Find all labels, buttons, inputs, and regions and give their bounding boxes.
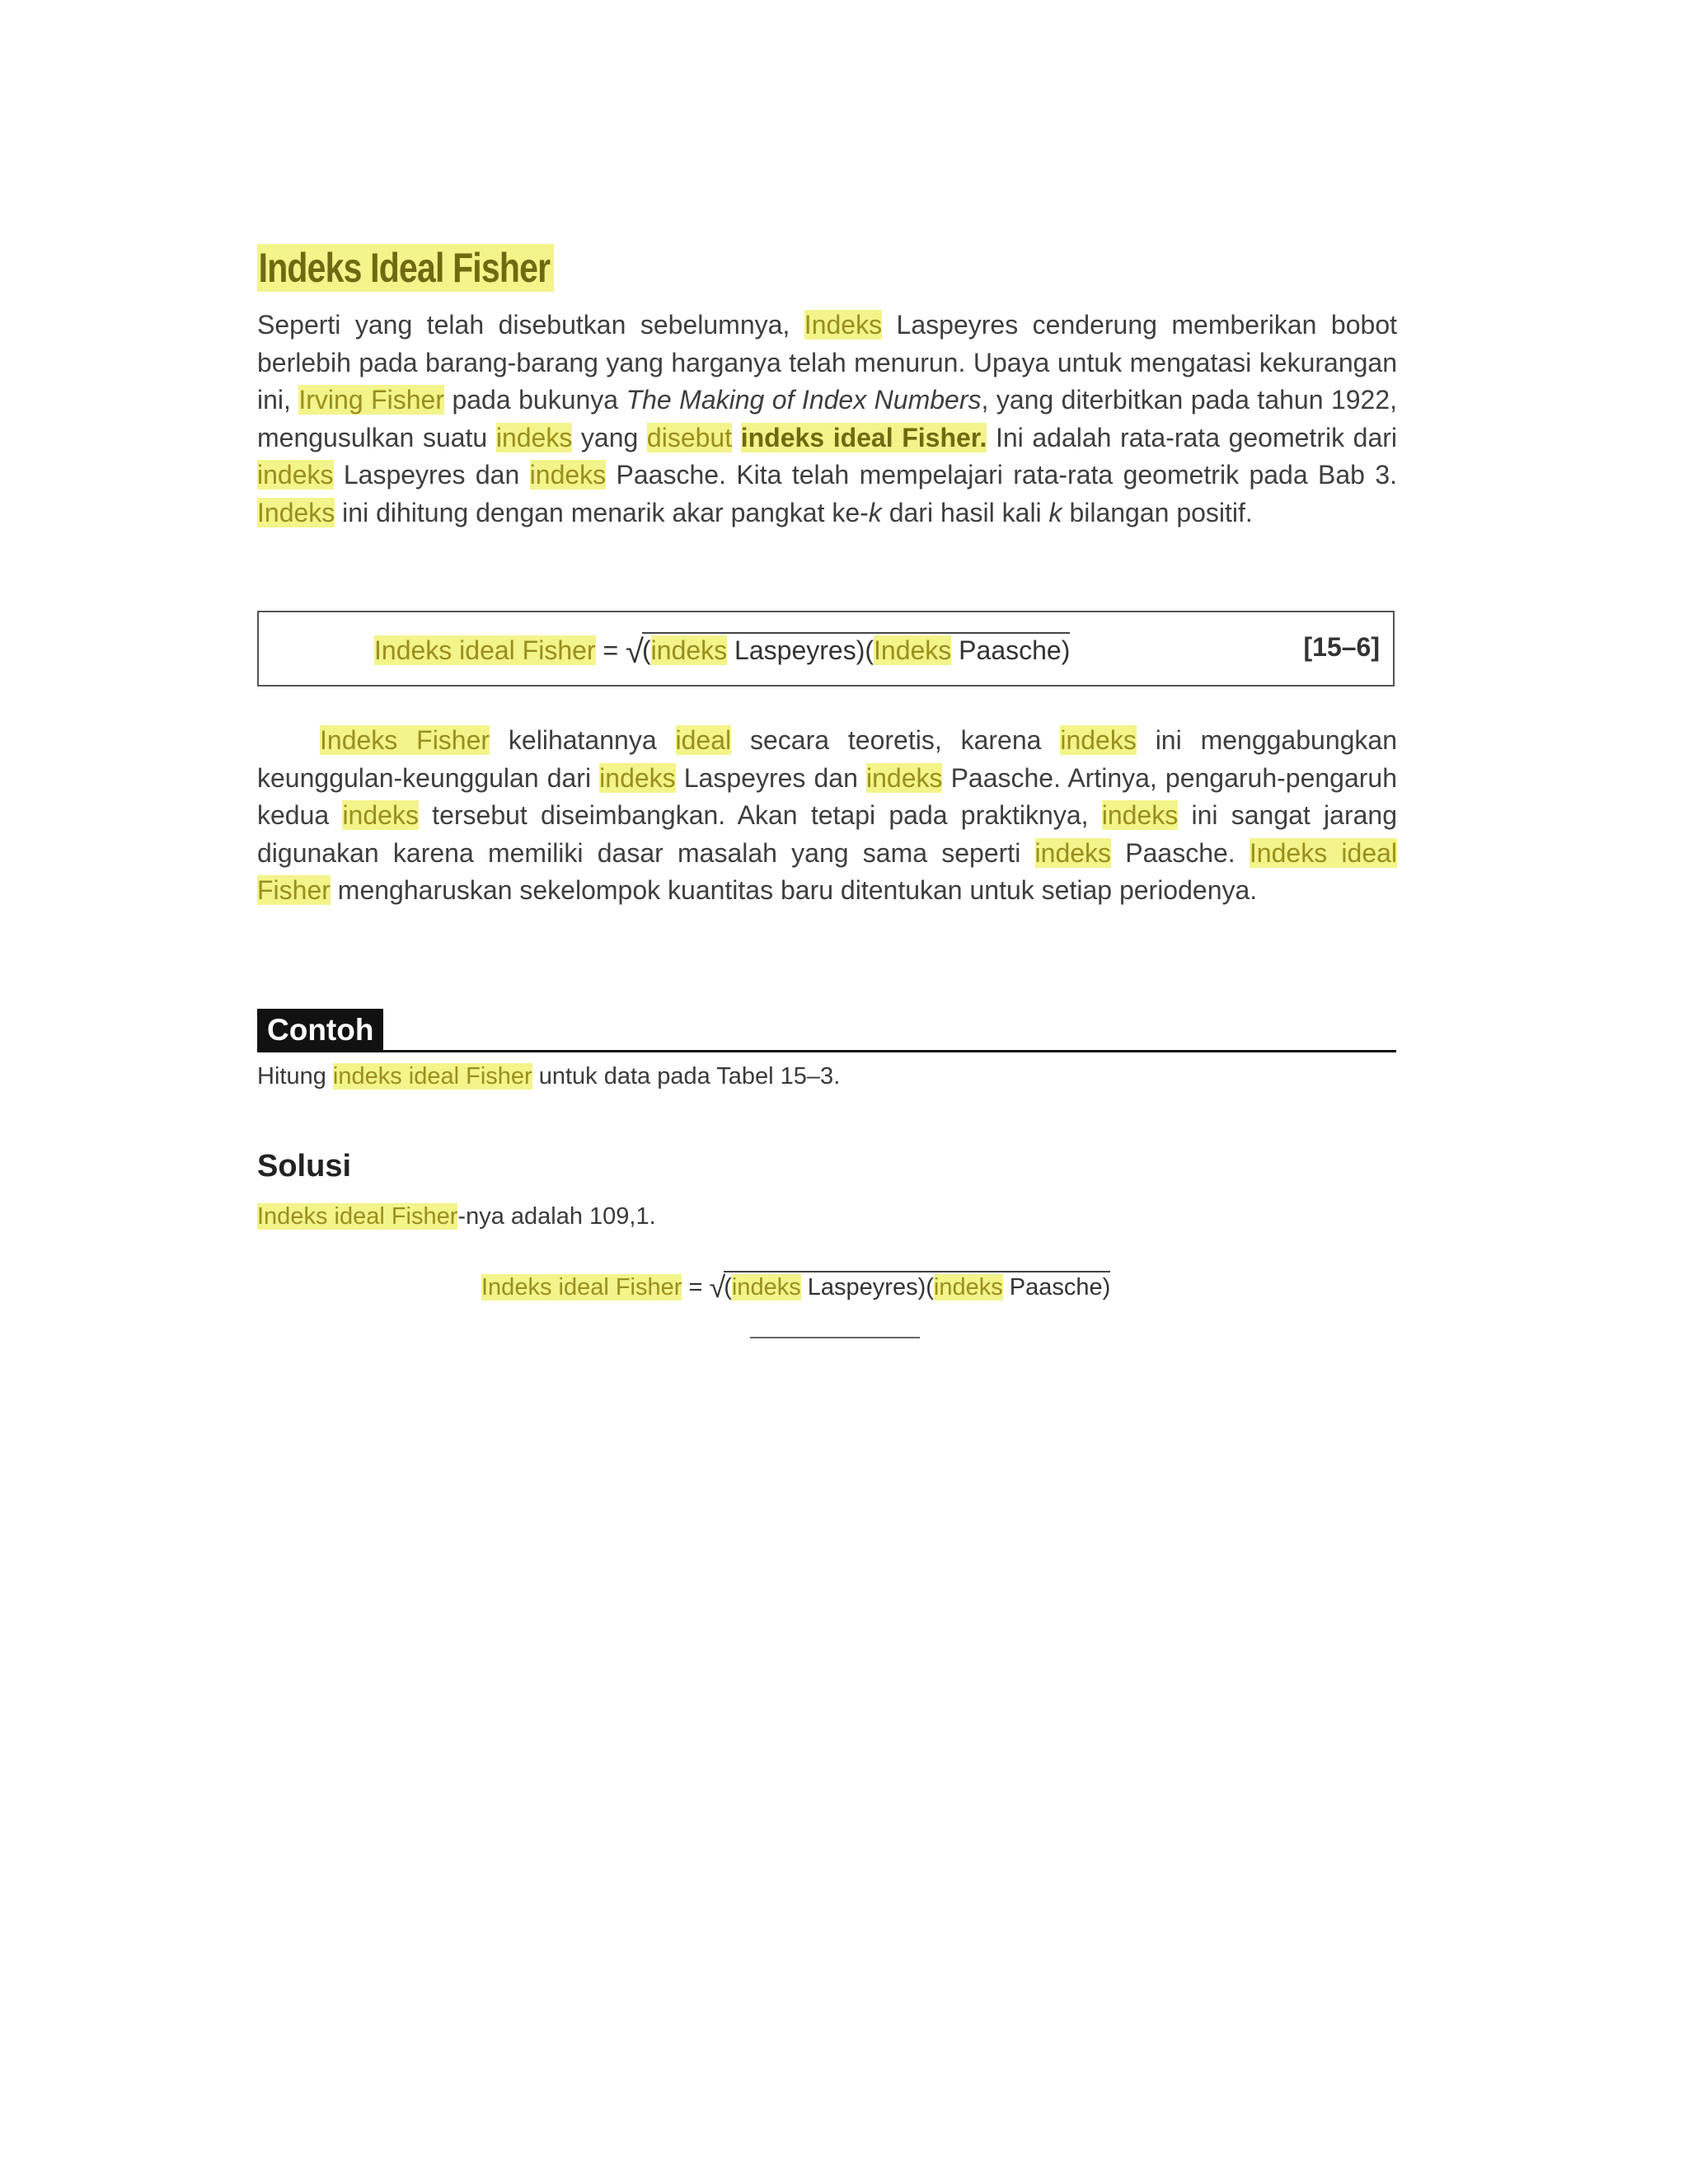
highlight: Indeks xyxy=(874,635,952,665)
highlight: disebut xyxy=(646,422,733,452)
highlight: indeks xyxy=(1034,837,1112,868)
text-run: Laspeyres dan xyxy=(675,762,866,793)
example-label: Contoh xyxy=(257,1009,383,1052)
text-run: mengharuskan sekelompok kuantitas baru ditentukan untuk setiap periodenya. xyxy=(330,875,1258,906)
highlight: Indeks ideal Fisher xyxy=(257,1203,458,1230)
section-title: Indeks Ideal Fisher xyxy=(257,244,554,292)
italic-k: k xyxy=(868,497,882,527)
text-run: tersebut diseimbangkan. Akan tetapi pada praktiknya, xyxy=(418,800,1102,831)
text-run: dari hasil kali xyxy=(881,497,1049,527)
text-run: Paasche. xyxy=(1111,837,1250,868)
radicand xyxy=(642,632,1070,665)
text-run: Hitung xyxy=(257,1063,333,1090)
highlight: indeks xyxy=(495,422,573,452)
highlight: Indeks ideal Fisher xyxy=(257,837,1398,906)
text-run: Ini adalah rata-rata geometrik dari xyxy=(987,422,1398,452)
highlight: Indeks xyxy=(804,310,883,340)
text-run xyxy=(732,423,741,452)
highlight: indeks ideal Fisher xyxy=(332,1063,532,1090)
radicand xyxy=(724,1271,1110,1301)
example-divider xyxy=(257,1050,1396,1052)
text-run: secara teoretis, karena xyxy=(731,725,1061,755)
highlight: Indeks Fisher xyxy=(320,725,490,755)
text-run: Laspeyres cenderung memberikan bobot berlebih pada barang-barang yang harganya telah menurun. Upaya untuk mengatasi kekurangan ini, xyxy=(257,310,1398,415)
fraction-rule xyxy=(750,1337,920,1338)
radical-icon: √ xyxy=(626,634,644,670)
paragraph-intro xyxy=(257,307,1397,532)
formula-lhs: Indeks ideal Fisher xyxy=(481,1274,682,1301)
square-root xyxy=(626,630,1070,668)
text-run: Paasche) xyxy=(951,635,1071,665)
text-run: -nya adalah 109,1. xyxy=(457,1203,656,1230)
formula-lhs: Indeks ideal Fisher xyxy=(374,635,596,665)
example-text xyxy=(257,1063,840,1090)
text-run: untuk data pada Tabel 15–3. xyxy=(532,1063,841,1090)
text-run: Laspeyres dan xyxy=(333,460,530,490)
text-run: ini sangat jarang digunakan karena memiliki dasar masalah yang sama seperti xyxy=(257,800,1398,868)
equation-number: [15–6] xyxy=(1303,632,1380,662)
equals-sign: = xyxy=(682,1274,710,1301)
highlight: indeks xyxy=(1101,800,1179,831)
radical-icon: √ xyxy=(709,1270,726,1304)
italic-k: k xyxy=(1048,497,1062,527)
text-run: yang xyxy=(572,422,647,452)
text-run: kelihatannya xyxy=(490,725,676,755)
text-run: ( xyxy=(724,1274,732,1301)
solution-text xyxy=(257,1203,656,1230)
highlight: Indeks xyxy=(257,497,335,527)
text-run: Paasche. Kita telah mempelajari rata-rata geometrik pada Bab 3. xyxy=(606,460,1398,490)
paragraph-discussion xyxy=(257,722,1397,910)
paragraph-discussion-text xyxy=(257,722,1397,910)
highlight: indeks xyxy=(650,635,728,665)
equals-sign: = xyxy=(595,635,626,665)
fisher-formula xyxy=(374,630,1070,668)
text-run: Laspeyres)( xyxy=(727,635,874,665)
highlight: Irving Fisher xyxy=(298,385,444,415)
highlight: indeks xyxy=(342,800,419,831)
text-run: ini dihitung dengan menarik akar pangkat ke- xyxy=(335,497,869,527)
text-run: Seperti yang telah disebutkan sebelumnya, xyxy=(257,310,804,340)
book-title: The Making of Index Numbers xyxy=(626,385,982,415)
text-run: , yang diterbitkan pada tahun 1922, mengusulkan suatu xyxy=(257,385,1398,452)
bold-term: indeks ideal Fisher. xyxy=(740,422,987,452)
highlight: indeks xyxy=(1060,725,1137,755)
highlight: indeks xyxy=(731,1274,801,1301)
highlight: indeks xyxy=(933,1274,1003,1301)
formula-box xyxy=(257,611,1395,687)
text-run: Paasche) xyxy=(1002,1274,1111,1301)
highlight: indeks xyxy=(257,460,334,490)
square-root xyxy=(709,1268,1110,1302)
paragraph-intro-text xyxy=(257,307,1397,532)
text-run: Laspeyres)( xyxy=(800,1274,934,1301)
solution-title: Solusi xyxy=(257,1149,352,1183)
highlight: ideal xyxy=(675,725,732,755)
text-run: ( xyxy=(642,635,651,665)
highlight: indeks xyxy=(599,762,676,793)
text-run: Paasche. Artinya, pengaruh-pengaruh kedua xyxy=(257,762,1398,831)
solution-formula xyxy=(481,1268,1110,1302)
text-run: pada bukunya xyxy=(444,385,626,415)
highlight: indeks xyxy=(865,762,943,793)
text-run: ini menggabungkan keunggulan-keunggulan dari xyxy=(257,725,1398,793)
highlight: indeks xyxy=(529,460,607,490)
text-run: bilangan positif. xyxy=(1062,497,1253,527)
